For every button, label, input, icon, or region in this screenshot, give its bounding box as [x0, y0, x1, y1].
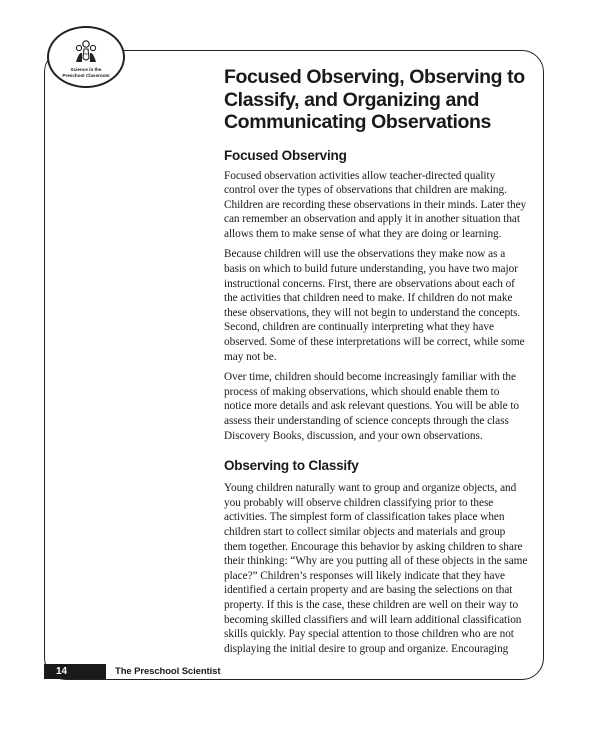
preschool-scientist-icon [69, 36, 103, 66]
section-heading-focused-observing: Focused Observing [224, 147, 347, 163]
page-number: 14 [44, 664, 106, 679]
paragraph: Focused observation activities allow teacher-directed quality control over the types of observations that children are making. Children are recording these observations in their minds. Later they can remember an observation and apply it in another situation that allows them to make sense of what they are doing or learning. [224, 169, 527, 240]
book-title: The Preschool Scientist [115, 666, 221, 677]
series-logo [47, 26, 125, 88]
logo-line-2: Preschool Classroom [62, 72, 110, 78]
chapter-content [224, 66, 529, 656]
paragraph: Over time, children should become increasingly familiar with the process of making observations, which should enable them to notice more details and ask relevant questions. You will be able to assess their understanding of science concepts through the class Discovery Books, discussion, and your own observations. [224, 371, 520, 442]
logo-caption [62, 67, 109, 78]
section-heading-observing-to-classify: Observing to Classify [224, 458, 359, 474]
paragraph: Young children naturally want to group and organize objects, and you probably will observe children classifying prior to these activities. The simplest form of classification takes place when children start to collect similar objects and materials and group them together. Encourage this behavior by asking children to share their thinking: “Why are you putting all of these objects in the same place?” Children’s responses will likely indicate that they have identified a certain property and are basing the selections on that property. If this is the case, these children are well on their way to becoming skilled classifiers and will learn additional classification skills quickly. Pay special attention to those children who are not displaying the initial desire to group and organize. Encouraging [224, 482, 528, 655]
logo-line-1: Science in the [70, 67, 102, 73]
paragraph: Because children will use the observations they make now as a basis on which to build future understanding, you have two major instructional concerns. First, there are observations about each of the activities that children need to make. If children do not make these observations, they will not begin to understand the concepts. Second, children are continually interpreting what they have observed. Some of these interpretations will be correct, while some may not be. [224, 248, 525, 363]
page-footer [44, 664, 220, 679]
page-title: Focused Observing, Observing to Classify, and Organizing and Communicating Observations [224, 66, 525, 133]
